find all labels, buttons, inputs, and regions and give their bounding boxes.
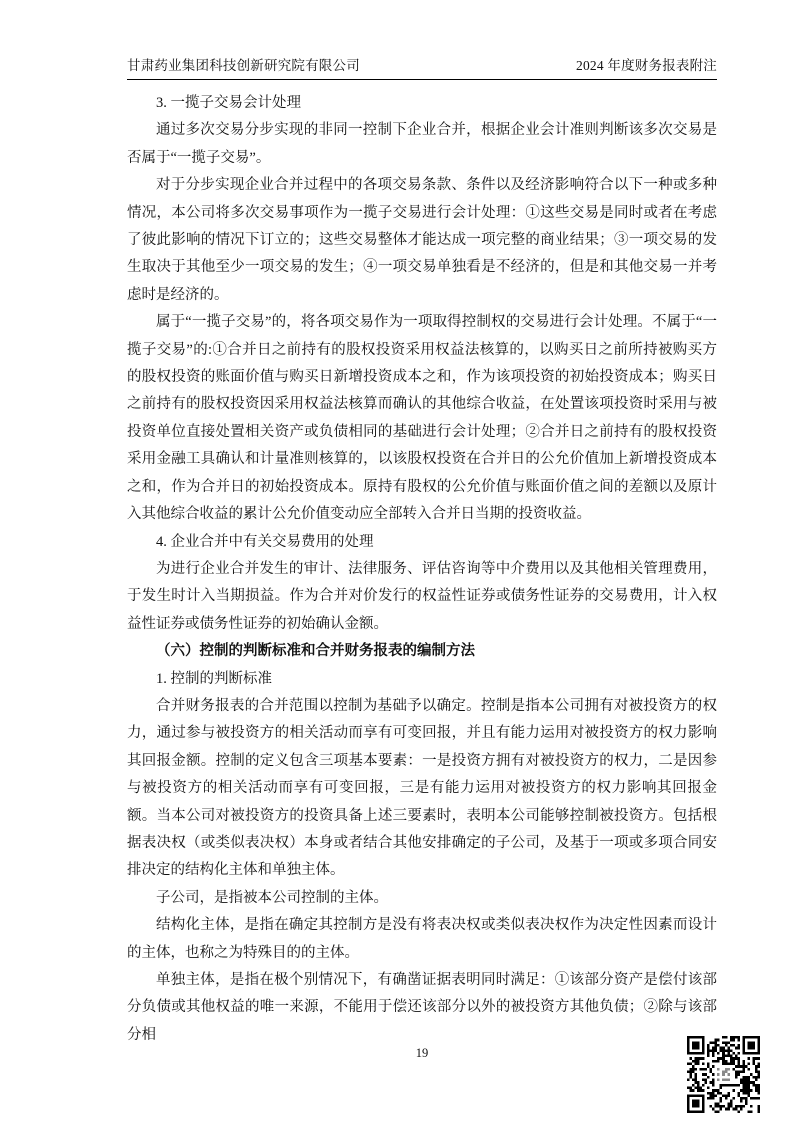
paragraph: 对于分步实现企业合并过程中的各项交易条款、条件以及经济影响符合以下一种或多种情况，本公司将多次交易事项作为一揽子交易进行会计处理：①这些交易是同时或者在考虑了彼此影响的情况下订立的；这些交易整体才能达成一项完整的商业结果；③一项交易的发生取决于其他至少一项交易的发生；④一项交易单独看是不经济的，但是和其他交易一并考虑时是经济的。 xyxy=(127,177,717,303)
header-company-name: 甘肃药业集团科技创新研究院有限公司 xyxy=(127,58,360,73)
page-header xyxy=(127,50,717,80)
paragraph: 结构化主体，是指在确定其控制方是没有将表决权或类似表决权作为决定性因素而设计的主体，也称之为特殊目的的主体。 xyxy=(127,917,717,961)
paragraph: 合并财务报表的合并范围以控制为基础予以确定。控制是指本公司拥有对被投资方的权力，通过参与被投资方的相关活动而享有可变回报，并且有能力运用对被投资方的权力影响其回报金额。控制的定义包含三项基本要素：一是投资方拥有对被投资方的权力，二是因参与被投资方的相关活动而享有可变回报，三是有能力运用对被投资方的权力影响其回报金额。当本公司对被投资方的投资具备上述三要素时，表明本公司能够控制被投资方。包括根据表决权（或类似表决权）本身或者结合其他安排确定的子公司，及基于一项或多项合同安排决定的结构化主体和单独主体。 xyxy=(127,697,717,879)
section-heading: 4. 企业合并中有关交易费用的处理 xyxy=(156,533,374,550)
qr-code-icon xyxy=(687,1036,760,1113)
page-number: 19 xyxy=(415,1046,429,1060)
paragraph: 属于“一揽子交易”的，将各项交易作为一项取得控制权的交易进行会计处理。不属于“一揽子交易”的:①合并日之前持有的股权投资采用权益法核算的，以购买日之前所持被购买方的股权投资的账面价值与购买日新增投资成本之和，作为该项投资的初始投资成本；购买日之前持有的股权投资因采用权益法核算而确认的其他综合收益，在处置该项投资时采用与被投资单位直接处置相关资产或负债相同的基础进行会计处理；②合并日之前持有的股权投资采用金融工具确认和计量准则核算的，以该股权投资在合并日的公允价值加上新增投资成本之和，作为合并日的初始投资成本。原持有股权的公允价值与账面价值之间的差额以及原计入其他综合收益的累计公允价值变动应全部转入合并日当期的投资收益。 xyxy=(127,314,717,523)
paragraph: 子公司，是指被本公司控制的主体。 xyxy=(156,889,388,906)
paragraph: 单独主体，是指在极个别情况下，有确凿证据表明同时满足：①该部分资产是偿付该部分负债或其他权益的唯一来源，不能用于偿还该部分以外的被投资方其他负债；②除与该部分相 xyxy=(127,972,717,1043)
section-heading: 1. 控制的判断标准 xyxy=(156,670,272,687)
paragraph: 通过多次交易分步实现的非同一控制下企业合并，根据企业会计准则判断该多次交易是否属于“一揽子交易”。 xyxy=(127,122,717,166)
section-heading-bold: （六）控制的判断标准和合并财务报表的编制方法 xyxy=(156,643,475,660)
header-doc-title: 2024 年度财务报表附注 xyxy=(576,58,717,73)
paragraph: 为进行企业合并发生的审计、法律服务、评估咨询等中介费用以及其他相关管理费用，于发生时计入当期损益。作为合并对价发行的权益性证券或债务性证券的交易费用，计入权益性证券或债务性证券的初始确认金额。 xyxy=(127,560,717,632)
document-body xyxy=(127,90,717,1049)
section-heading: 3. 一揽子交易会计处理 xyxy=(156,95,301,111)
